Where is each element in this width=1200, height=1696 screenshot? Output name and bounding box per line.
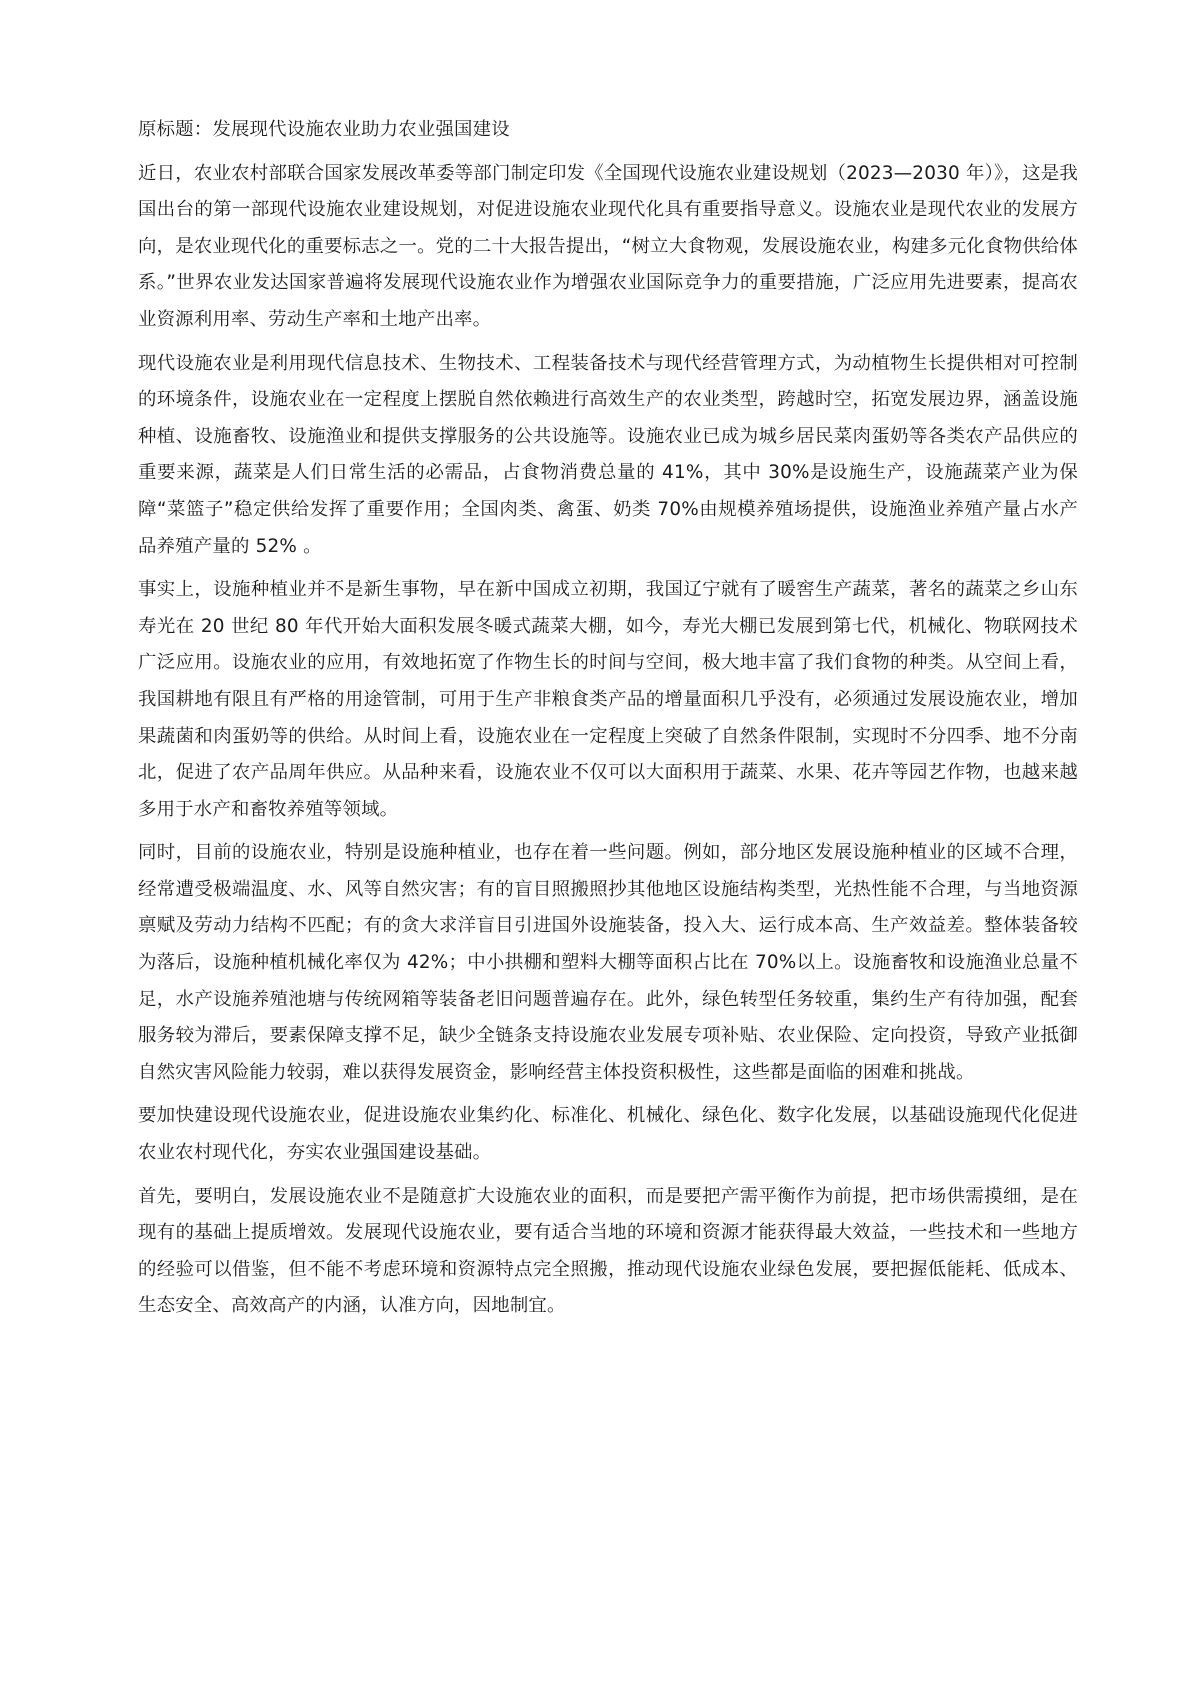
paragraph-5: 要加快建设现代设施农业，促进设施农业集约化、标准化、机械化、绿色化、数字化发展，以基础设施现代化促进农业农村现代化，夯实农业强国建设基础。 bbox=[138, 1105, 1078, 1164]
article-page bbox=[138, 112, 1078, 1325]
paragraph-3: 事实上，设施种植业并不是新生事物，早在新中国成立初期，我国辽宁就有了暖窖生产蔬菜，著名的蔬菜之乡山东寿光在 20 世纪 80 年代开始大面积发展冬暖式蔬菜大棚，如今，寿光大棚已发展到第七代，机械化、物联网技术广泛应用。设施农业的应用，有效地拓宽了作物生长的时间与空间，极大地丰富了我们食物的种类。从空间上看，我国耕地有限且有严格的用途管制，可用于生产非粮食类产品的增量面积几乎没有，必须通过发展设施农业，增加果蔬菌和肉蛋奶等的供给。从时间上看，设施农业在一定程度上突破了自然条件限制，实现时不分四季、地不分南北，促进了农产品周年供应。从品种来看，设施农业不仅可以大面积用于蔬菜、水果、花卉等园艺作物，也越来越多用于水产和畜牧养殖等领域。 bbox=[138, 579, 1078, 820]
article-title: 原标题：发展现代设施农业助力农业强国建设 bbox=[138, 119, 510, 140]
paragraph-1: 近日，农业农村部联合国家发展改革委等部门制定印发《全国现代设施农业建设规划（2023—2030 年）》，这是我国出台的第一部现代设施农业建设规划，对促进设施农业现代化具有重要指导意义。设施农业是现代农业的发展方向，是农业现代化的重要标志之一。党的二十大报告提出，“树立大食物观，发展设施农业，构建多元化食物供给体系。”世界农业发达国家普遍将发展现代设施农业作为增强农业国际竞争力的重要措施，广泛应用先进要素，提高农业资源利用率、劳动生产率和土地产出率。 bbox=[138, 162, 1078, 330]
paragraph-6: 首先，要明白，发展设施农业不是随意扩大设施农业的面积，而是要把产需平衡作为前提，把市场供需摸细，是在现有的基础上提质增效。发展现代设施农业，要有适合当地的环境和资源才能获得最大效益，一些技术和一些地方的经验可以借鉴，但不能不考虑环境和资源特点完全照搬，推动现代设施农业绿色发展，要把握低能耗、低成本、生态安全、高效高产的内涵，认准方向，因地制宜。 bbox=[138, 1185, 1078, 1317]
paragraph-2: 现代设施农业是利用现代信息技术、生物技术、工程装备技术与现代经营管理方式，为动植物生长提供相对可控制的环境条件，设施农业在一定程度上摆脱自然依赖进行高效生产的农业类型，跨越时空，拓宽发展边界，涵盖设施种植、设施畜牧、设施渔业和提供支撑服务的公共设施等。设施农业已成为城乡居民菜肉蛋奶等各类农产品供应的重要来源，蔬菜是人们日常生活的必需品，占食物消费总量的 41%，其中 30%是设施生产，设施蔬菜产业为保障“菜篮子”稳定供给发挥了重要作用；全国肉类、禽蛋、奶类 70%由规模养殖场提供，设施渔业养殖产量占水产品养殖产量的 52% 。 bbox=[138, 352, 1078, 557]
paragraph-4: 同时，目前的设施农业，特别是设施种植业，也存在着一些问题。例如，部分地区发展设施种植业的区域不合理，经常遭受极端温度、水、风等自然灾害；有的盲目照搬照抄其他地区设施结构类型，光热性能不合理，与当地资源禀赋及劳动力结构不匹配；有的贪大求洋盲目引进国外设施装备，投入大、运行成本高、生产效益差。整体装备较为落后，设施种植机械化率仅为 42%；中小拱棚和塑料大棚等面积占比在 70%以上。设施畜牧和设施渔业总量不足，水产设施养殖池塘与传统网箱等装备老旧问题普遍存在。此外，绿色转型任务较重，集约生产有待加强，配套服务较为滞后，要素保障支撑不足，缺少全链条支持设施农业发展专项补贴、农业保险、定向投资，导致产业抵御自然灾害风险能力较弱，难以获得发展资金，影响经营主体投资积极性，这些都是面临的困难和挑战。 bbox=[138, 842, 1078, 1083]
